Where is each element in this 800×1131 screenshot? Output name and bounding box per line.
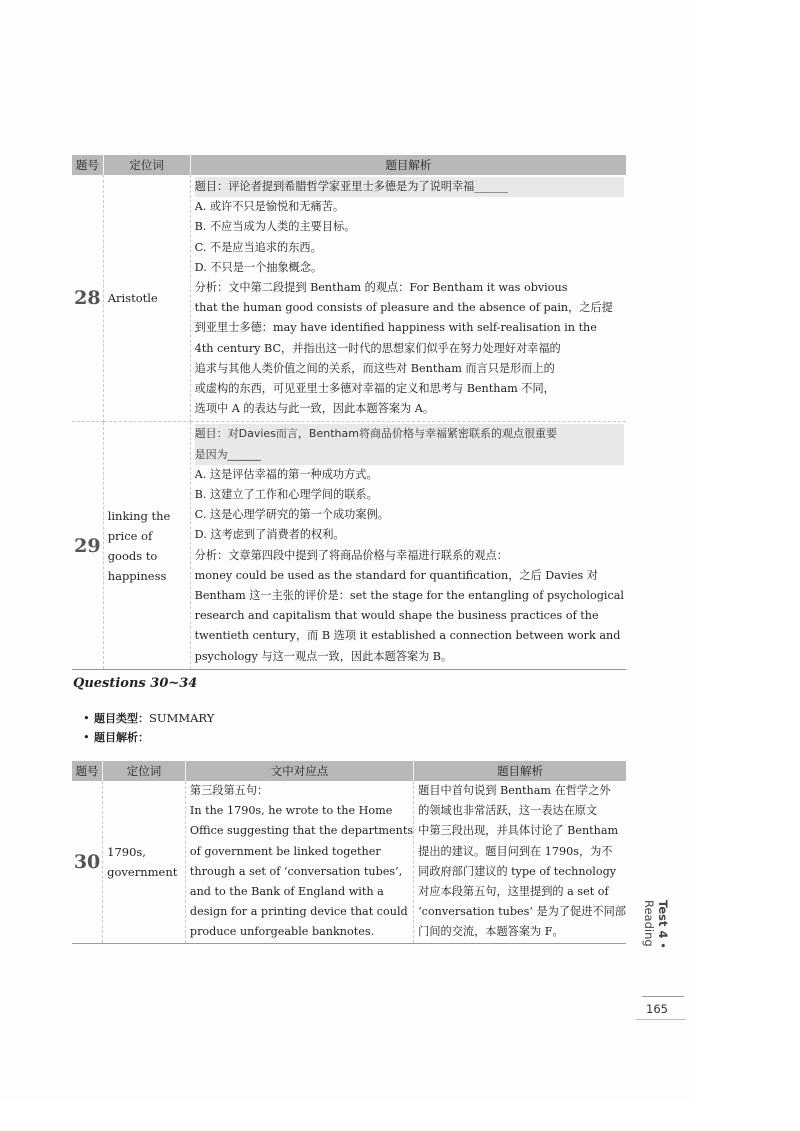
location-line: design for a printing device that could xyxy=(189,905,408,919)
analysis-line: psychology 与这一观点一致，因此本题答案为 B。 xyxy=(194,649,453,663)
question-number: 28 xyxy=(72,175,103,422)
option-d: D. 不只是一个抽象概念。 xyxy=(194,260,323,274)
analysis-line: research and capitalism that would shape the business practices of the xyxy=(194,609,599,623)
location-line: and to the Bank of England with a xyxy=(189,885,384,899)
location-line: In the 1790s, he wrote to the Home xyxy=(189,804,393,818)
location-line: of government be linked together xyxy=(189,844,381,858)
keyword-line: government xyxy=(107,864,178,879)
analysis-line: 选项中 A 的表达与此一致，因此本题答案为 A。 xyxy=(194,402,435,416)
table-row xyxy=(72,175,626,422)
keyword-line: linking the price of xyxy=(107,508,171,543)
answer-table-28-29 xyxy=(72,155,626,670)
section-title: Questions 30~34 xyxy=(73,676,198,691)
question-type-value: SUMMARY xyxy=(149,711,215,725)
keyword-line: 1790s, xyxy=(107,844,146,859)
analysis-line: that the human good consists of pleasure and the absence of pain，之后提 xyxy=(194,301,613,315)
option-b: B. 这建立了工作和心理学间的联系。 xyxy=(194,488,378,502)
table-row xyxy=(72,422,626,669)
keyword-line: Aristotle xyxy=(107,291,158,306)
analysis-line: Bentham 这一主张的评价是：set the stage for the entangling of psychological xyxy=(194,589,624,603)
chapter-tab-test: Test 4 xyxy=(656,900,670,939)
header-keyword: 定位词 xyxy=(103,155,190,175)
question-number: 29 xyxy=(72,422,103,669)
chapter-tab-section: Reading xyxy=(642,900,656,947)
question-analysis xyxy=(414,781,626,943)
option-a: A. 或许不只是愉悦和无痛苦。 xyxy=(194,200,345,214)
analysis-line: 到亚里士多德：may have identified happiness with self-realisation in the xyxy=(194,321,597,335)
locator-keyword xyxy=(103,175,190,422)
table-row xyxy=(72,781,626,943)
locator-keyword xyxy=(103,422,190,669)
header-location: 文中对应点 xyxy=(185,761,413,781)
page-number-rule xyxy=(642,996,684,997)
header-number: 题号 xyxy=(72,155,103,175)
locator-keyword xyxy=(103,781,186,943)
header-analysis: 题目解析 xyxy=(190,155,626,175)
analysis-item xyxy=(94,728,214,747)
option-b: B. 不应当成为人类的主要目标。 xyxy=(194,220,356,234)
analysis-line: 分析：文章第四段中提到了将商品价格与幸福进行联系的观点： xyxy=(194,548,508,562)
analysis-line: 题目中首句说到 Bentham 在哲学之外 xyxy=(418,784,611,797)
question-type-item xyxy=(94,709,214,728)
question-type-label: 题目类型： xyxy=(94,712,149,725)
analysis-label: 题目解析： xyxy=(94,731,149,744)
chapter-tab xyxy=(640,900,670,995)
header-number: 题号 xyxy=(72,761,103,781)
text-location xyxy=(185,781,413,943)
analysis-line: 中第三段出现，并具体讨论了 Bentham xyxy=(418,824,619,838)
question-analysis xyxy=(190,175,626,422)
question-stem: 题目：对Davies而言，Bentham将商品价格与幸福紧密联系的观点很重要 xyxy=(195,424,624,444)
analysis-line: 4th century BC，并指出这一时代的思想家们似乎在努力处理好对幸福的 xyxy=(194,341,561,355)
analysis-line: money could be used as the standard for quantification，之后 Davies 对 xyxy=(194,568,598,582)
analysis-line: 提出的建议。题目问到在 1790s，为不 xyxy=(418,844,613,858)
analysis-line: 对应本段第五句，这里提到的 a set of xyxy=(418,885,609,899)
page-number: 165 xyxy=(646,1002,668,1016)
location-line: through a set of ‘conversation tubes’, xyxy=(189,864,403,878)
option-c: C. 这是心理学研究的第一个成功案例。 xyxy=(194,508,389,522)
chapter-tab-separator: • xyxy=(656,938,670,949)
keyword-line: goods to happiness xyxy=(107,548,167,583)
option-c: C. 不是应当追求的东西。 xyxy=(194,240,322,254)
analysis-line: 或虚构的东西，可见亚里士多德对幸福的定义和思考与 Bentham 不同， xyxy=(194,382,555,396)
location-line: Office suggesting that the departments xyxy=(189,824,414,838)
analysis-line: 门间的交流，本题答案为 F。 xyxy=(418,925,564,939)
page-number-underline xyxy=(636,1019,686,1020)
analysis-line: 分析：文中第二段提到 Bentham 的观点：For Bentham it was obvious xyxy=(194,281,568,295)
analysis-line: twentieth century，而 B 选项 it established a connection between work and xyxy=(194,629,621,643)
question-stem: 是因为______ xyxy=(195,445,624,465)
question-number: 30 xyxy=(72,781,103,943)
header-keyword: 定位词 xyxy=(103,761,186,781)
location-line: 第三段第五句： xyxy=(189,784,269,797)
option-a: A. 这是评估幸福的第一种成功方式。 xyxy=(194,467,378,481)
location-line: produce unforgeable banknotes. xyxy=(189,925,375,939)
question-analysis xyxy=(190,422,626,669)
analysis-line: 追求与其他人类价值之间的关系，而这些对 Bentham 而言只是形而上的 xyxy=(194,361,555,375)
answer-table-30 xyxy=(72,761,626,944)
analysis-line: 的领域也非常活跃，这一表达在原文 xyxy=(418,804,598,818)
section-info-list xyxy=(94,709,214,747)
question-stem: 题目：评论者提到希腊哲学家亚里士多德是为了说明幸福______ xyxy=(195,177,624,197)
option-d: D. 这考虑到了消费者的权利。 xyxy=(194,528,345,542)
header-analysis: 题目解析 xyxy=(414,761,626,781)
analysis-line: ‘conversation tubes’ 是为了促进不同部 xyxy=(418,905,626,919)
analysis-line: 同政府部门建议的 type of technology xyxy=(418,864,617,878)
